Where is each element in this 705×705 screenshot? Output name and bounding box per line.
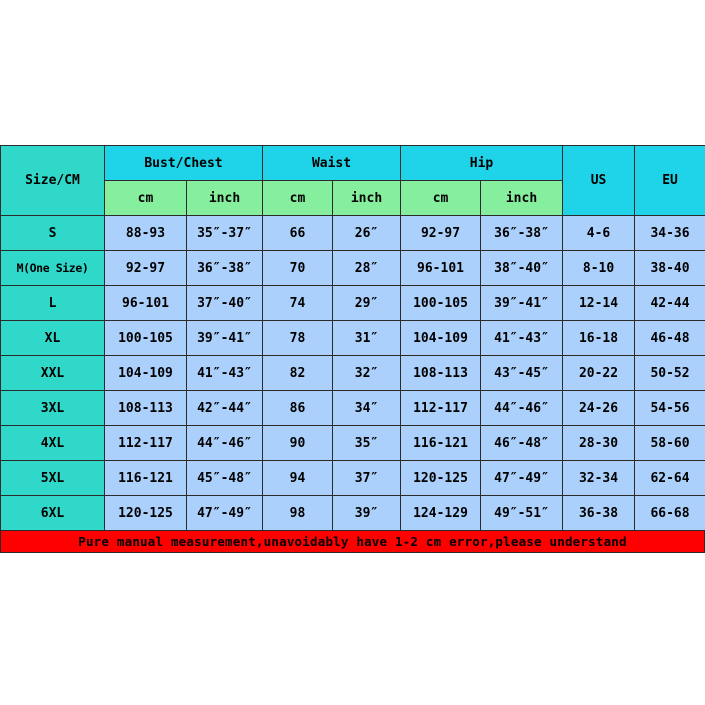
- row-bust-inch: 42″-44″: [187, 391, 263, 426]
- row-size: 3XL: [1, 391, 105, 426]
- row-size: M(One Size): [1, 251, 105, 286]
- row-eu: 58-60: [635, 426, 705, 461]
- row-waist-inch: 32″: [333, 356, 401, 391]
- row-hip-cm: 96-101: [401, 251, 481, 286]
- row-hip-inch: 39″-41″: [481, 286, 563, 321]
- row-hip-cm: 112-117: [401, 391, 481, 426]
- header-group-bust: Bust/Chest: [105, 146, 263, 181]
- row-bust-cm: 100-105: [105, 321, 187, 356]
- table-row: [1, 251, 705, 286]
- table-row: [1, 426, 705, 461]
- row-eu: 66-68: [635, 496, 705, 531]
- row-waist-inch: 28″: [333, 251, 401, 286]
- row-bust-cm: 108-113: [105, 391, 187, 426]
- row-hip-cm: 124-129: [401, 496, 481, 531]
- row-bust-cm: 92-97: [105, 251, 187, 286]
- header-waist-cm: cm: [263, 181, 333, 216]
- row-waist-cm: 78: [263, 321, 333, 356]
- row-size: L: [1, 286, 105, 321]
- row-us: 24-26: [563, 391, 635, 426]
- row-waist-cm: 66: [263, 216, 333, 251]
- header-hip-inch: inch: [481, 181, 563, 216]
- header-eu: EU: [635, 146, 705, 216]
- row-eu: 38-40: [635, 251, 705, 286]
- row-waist-cm: 70: [263, 251, 333, 286]
- row-us: 16-18: [563, 321, 635, 356]
- row-us: 36-38: [563, 496, 635, 531]
- row-bust-inch: 36″-38″: [187, 251, 263, 286]
- measurement-note: Pure manual measurement,unavoidably have 1-2 cm error,please understand: [0, 531, 705, 553]
- header-us: US: [563, 146, 635, 216]
- row-bust-inch: 45″-48″: [187, 461, 263, 496]
- row-waist-cm: 98: [263, 496, 333, 531]
- row-waist-inch: 34″: [333, 391, 401, 426]
- row-hip-cm: 116-121: [401, 426, 481, 461]
- row-bust-inch: 35″-37″: [187, 216, 263, 251]
- row-hip-cm: 92-97: [401, 216, 481, 251]
- row-waist-inch: 37″: [333, 461, 401, 496]
- row-waist-inch: 29″: [333, 286, 401, 321]
- table-row: [1, 216, 705, 251]
- header-group-waist: Waist: [263, 146, 401, 181]
- table-row: [1, 286, 705, 321]
- row-bust-cm: 104-109: [105, 356, 187, 391]
- row-hip-inch: 46″-48″: [481, 426, 563, 461]
- row-waist-inch: 26″: [333, 216, 401, 251]
- row-waist-cm: 90: [263, 426, 333, 461]
- row-bust-inch: 39″-41″: [187, 321, 263, 356]
- row-hip-cm: 100-105: [401, 286, 481, 321]
- row-waist-inch: 35″: [333, 426, 401, 461]
- header-hip-cm: cm: [401, 181, 481, 216]
- header-size: Size/CM: [1, 146, 105, 216]
- row-eu: 34-36: [635, 216, 705, 251]
- row-bust-cm: 120-125: [105, 496, 187, 531]
- row-eu: 42-44: [635, 286, 705, 321]
- row-hip-cm: 120-125: [401, 461, 481, 496]
- table-row: [1, 321, 705, 356]
- row-waist-cm: 74: [263, 286, 333, 321]
- row-bust-inch: 47″-49″: [187, 496, 263, 531]
- row-hip-inch: 47″-49″: [481, 461, 563, 496]
- row-hip-inch: 41″-43″: [481, 321, 563, 356]
- table-row: [1, 391, 705, 426]
- row-bust-inch: 41″-43″: [187, 356, 263, 391]
- header-bust-inch: inch: [187, 181, 263, 216]
- row-us: 20-22: [563, 356, 635, 391]
- row-us: 12-14: [563, 286, 635, 321]
- row-hip-cm: 104-109: [401, 321, 481, 356]
- row-bust-inch: 44″-46″: [187, 426, 263, 461]
- row-size: 6XL: [1, 496, 105, 531]
- table-row: [1, 461, 705, 496]
- row-hip-inch: 36″-38″: [481, 216, 563, 251]
- row-eu: 54-56: [635, 391, 705, 426]
- row-eu: 46-48: [635, 321, 705, 356]
- row-bust-cm: 112-117: [105, 426, 187, 461]
- row-hip-inch: 43″-45″: [481, 356, 563, 391]
- row-waist-cm: 86: [263, 391, 333, 426]
- row-size: XXL: [1, 356, 105, 391]
- header-group-hip: Hip: [401, 146, 563, 181]
- row-bust-cm: 116-121: [105, 461, 187, 496]
- row-size: 4XL: [1, 426, 105, 461]
- row-waist-cm: 82: [263, 356, 333, 391]
- row-us: 8-10: [563, 251, 635, 286]
- row-us: 28-30: [563, 426, 635, 461]
- row-hip-inch: 38″-40″: [481, 251, 563, 286]
- row-hip-inch: 49″-51″: [481, 496, 563, 531]
- size-chart-table: [0, 145, 705, 531]
- row-hip-cm: 108-113: [401, 356, 481, 391]
- row-bust-inch: 37″-40″: [187, 286, 263, 321]
- table-row: [1, 356, 705, 391]
- header-bust-cm: cm: [105, 181, 187, 216]
- row-size: S: [1, 216, 105, 251]
- row-us: 32-34: [563, 461, 635, 496]
- row-waist-inch: 31″: [333, 321, 401, 356]
- size-chart-container: [0, 145, 705, 553]
- row-waist-inch: 39″: [333, 496, 401, 531]
- table-row: [1, 496, 705, 531]
- row-size: XL: [1, 321, 105, 356]
- table-header-row-groups: [1, 146, 705, 181]
- row-size: 5XL: [1, 461, 105, 496]
- row-eu: 62-64: [635, 461, 705, 496]
- row-hip-inch: 44″-46″: [481, 391, 563, 426]
- row-waist-cm: 94: [263, 461, 333, 496]
- row-eu: 50-52: [635, 356, 705, 391]
- row-bust-cm: 96-101: [105, 286, 187, 321]
- row-bust-cm: 88-93: [105, 216, 187, 251]
- header-waist-inch: inch: [333, 181, 401, 216]
- row-us: 4-6: [563, 216, 635, 251]
